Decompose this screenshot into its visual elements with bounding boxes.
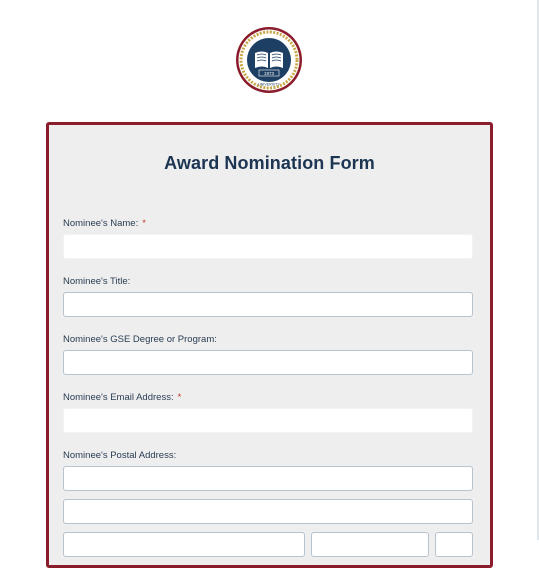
open-book-seal-icon xyxy=(235,26,303,94)
required-mark: * xyxy=(142,218,146,229)
nominee-degree-label: Nominee's GSE Degree or Program: xyxy=(63,334,217,345)
university-logo xyxy=(235,26,303,94)
postal-street-line1-input[interactable] xyxy=(63,466,473,491)
logo-arc-text-top: LOGO xyxy=(263,37,275,42)
nominee-email-input[interactable] xyxy=(63,408,473,433)
required-mark: * xyxy=(177,392,182,403)
nominee-email-label xyxy=(63,392,181,403)
postal-city-input[interactable] xyxy=(63,532,305,557)
postal-zip-input[interactable] xyxy=(435,532,473,557)
postal-street-line2-input[interactable] xyxy=(63,499,473,524)
nominee-title-label: Nominee's Title: xyxy=(63,276,131,287)
postal-state-input[interactable] xyxy=(311,532,429,557)
form-title: Award Nomination Form xyxy=(164,153,375,173)
logo-ribbon-text: 1973 xyxy=(263,70,275,76)
nominee-email-label-text: Nominee's Email Address: xyxy=(63,392,174,403)
nominee-name-input[interactable] xyxy=(63,234,473,259)
nominee-name-label xyxy=(63,218,146,229)
nominee-postal-label: Nominee's Postal Address: xyxy=(63,450,177,461)
nominee-name-label-text: Nominee's Name: xyxy=(63,218,139,229)
logo-arc-text-bottom: UNIVERSITY xyxy=(258,82,280,87)
nominee-title-input[interactable] xyxy=(63,292,473,317)
nominee-degree-input[interactable] xyxy=(63,350,473,375)
award-nomination-form xyxy=(46,122,493,568)
